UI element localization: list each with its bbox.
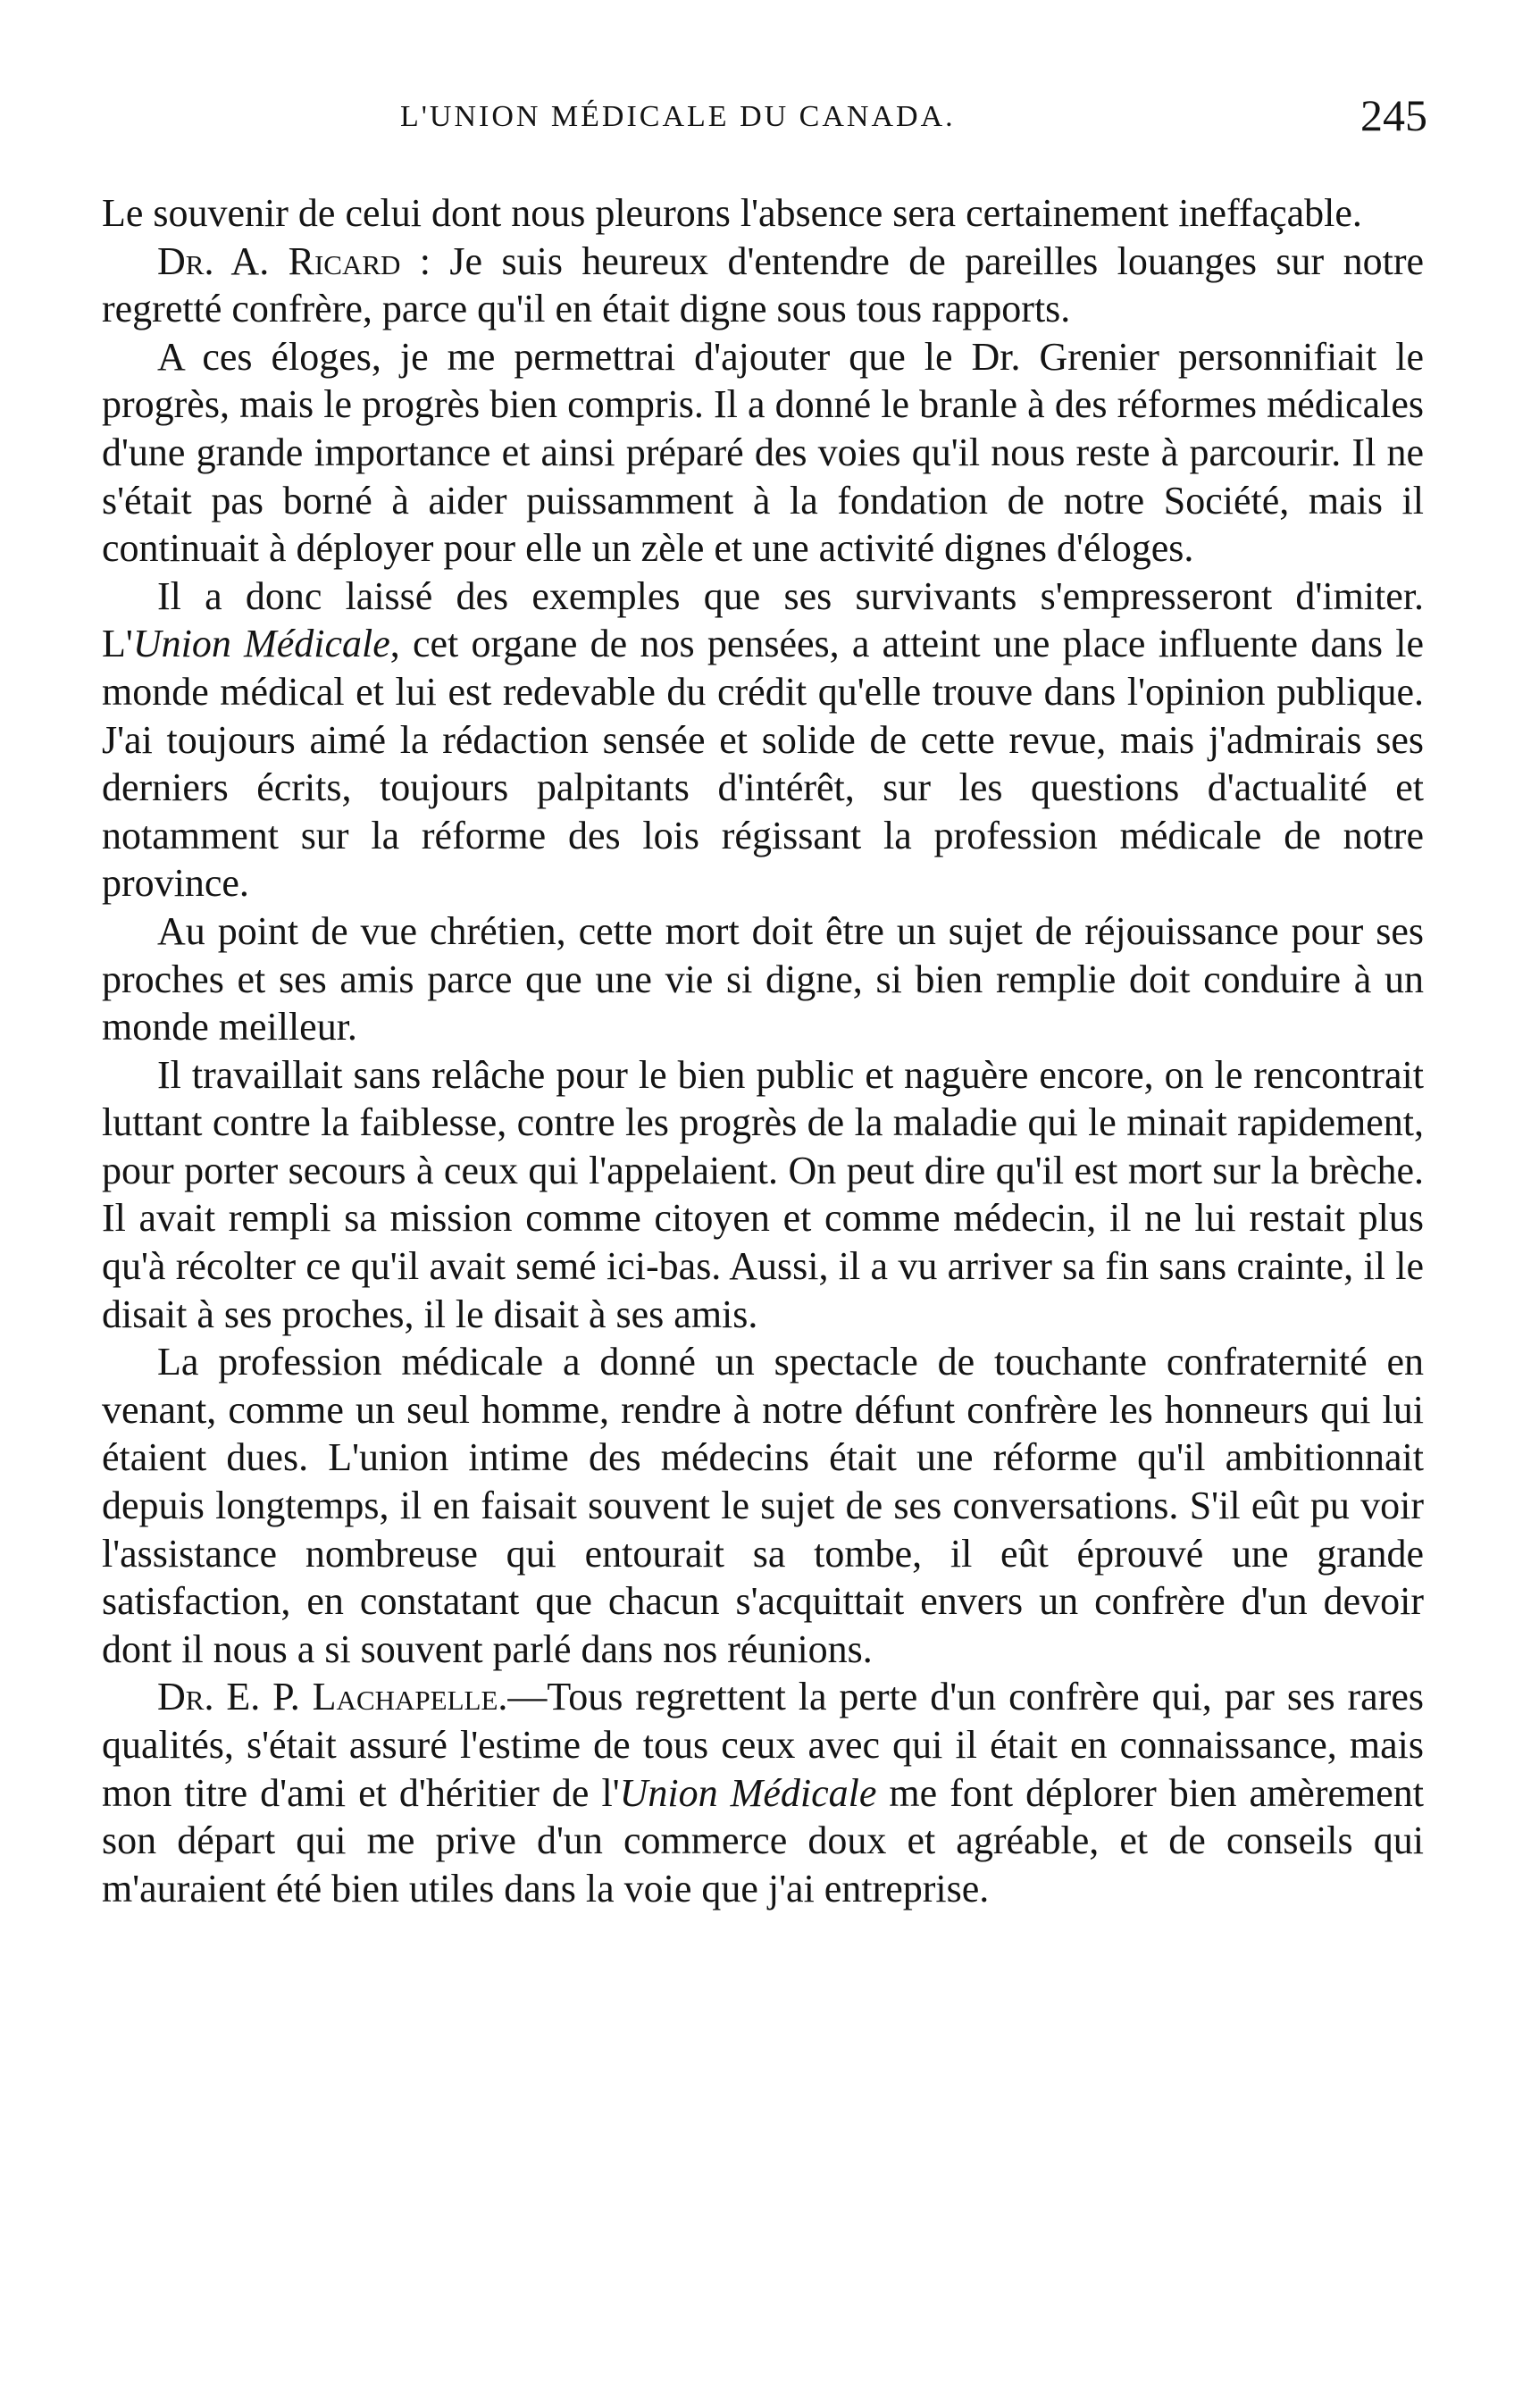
paragraph-2-ricard (102, 238, 1424, 333)
paragraph-5 (102, 907, 1424, 1051)
journal-title: Union Médicale (132, 622, 390, 666)
running-header (105, 90, 1427, 148)
paragraph-text: me font déplorer bien amèrement son départ qui me prive d'un commerce doux et agréable, et de conseils qui m'auraient été bien utiles dans la voie que j'ai entreprise. (102, 1770, 1424, 1911)
body-text (102, 189, 1424, 1912)
paragraph-text: Le souvenir de celui dont nous pleurons l'absence sera certainement ineffaçable. (102, 191, 1362, 235)
paragraph-text: Il a donc laissé des exemples que ses survivants s'empresseront d'imiter. L' (102, 573, 1424, 666)
running-title: L'UNION MÉDICALE DU CANADA. (400, 100, 956, 133)
paragraph-6 (102, 1051, 1424, 1339)
paragraph-7 (102, 1338, 1424, 1673)
speaker-name: Dr. A. Ricard (157, 238, 401, 283)
paragraph-4 (102, 573, 1424, 907)
paragraph-1 (102, 189, 1424, 238)
journal-title: Union Médicale (619, 1770, 877, 1815)
paragraph-text: : Je suis heureux d'entendre de pareilles louanges sur notre regretté confrère, parce qu'il en était digne sous tous rapports. (102, 238, 1424, 331)
paragraph-8-lachapelle (102, 1673, 1424, 1912)
speaker-name: Dr. E. P. Lachapelle (157, 1675, 498, 1719)
paragraph-text: A ces éloges, je me permettrai d'ajouter que le Dr. Grenier personnifiait le progrès, mais le progrès bien compris. Il a donné le branle à des réformes médicales d'une grande importance et ainsi préparé des voies qu'il nous reste à parcourir. Il ne s'était pas borné à aider puissamment à la fondation de notre Société, mais il continuait à déployer pour elle un zèle et une activité dignes d'éloges. (102, 334, 1424, 571)
paragraph-text: .—Tous regrettent la perte d'un confrère qui, par ses rares qualités, s'était assuré l'estime de tous ceux avec qui il était en connaissance, mais mon titre d'ami et d'héritier de l' (102, 1675, 1424, 1815)
paragraph-text: , cet organe de nos pensées, a atteint une place influente dans le monde médical et lui est redevable du crédit qu'elle trouve dans l'opinion publique. J'ai toujours aimé la rédaction sensée et solide de cette revue, mais j'admirais ses derniers écrits, toujours palpitants d'intérêt, sur les questions d'actualité et notamment sur la réforme des lois régissant la profession médicale de notre province. (102, 622, 1424, 906)
paragraph-3 (102, 333, 1424, 573)
page-number: 245 (1360, 90, 1427, 140)
paragraph-text: Il travaillait sans relâche pour le bien public et naguère encore, on le rencontrait luttant contre la faiblesse, contre les progrès de la maladie qui le minait rapidement, pour porter secours à ceux qui l'appelaient. On peut dire qu'il est mort sur la brèche. Il avait rempli sa mission comme citoyen et comme médecin, il ne lui restait plus qu'à récolter ce qu'il avait semé ici-bas. Aussi, il a vu arriver sa fin sans crainte, il le disait à ses proches, il le disait à ses amis. (102, 1052, 1424, 1336)
paragraph-text: La profession médicale a donné un spectacle de touchante confraternité en venant, comme un seul homme, rendre à notre défunt confrère les honneurs qui lui étaient dues. L'union intime des médecins était une réforme qu'il ambitionnait depuis longtemps, il en faisait souvent le sujet de ses conversations. S'il eût pu voir l'assistance nombreuse qui entourait sa tombe, il eût éprouvé une grande satisfaction, en constatant que chacun s'acquittait envers un confrère d'un devoir dont il nous a si souvent parlé dans nos réunions. (102, 1340, 1424, 1671)
paragraph-text: Au point de vue chrétien, cette mort doit être un sujet de réjouissance pour ses proches et ses amis parce que une vie si digne, si bien remplie doit conduire à un monde meilleur. (102, 908, 1424, 1049)
